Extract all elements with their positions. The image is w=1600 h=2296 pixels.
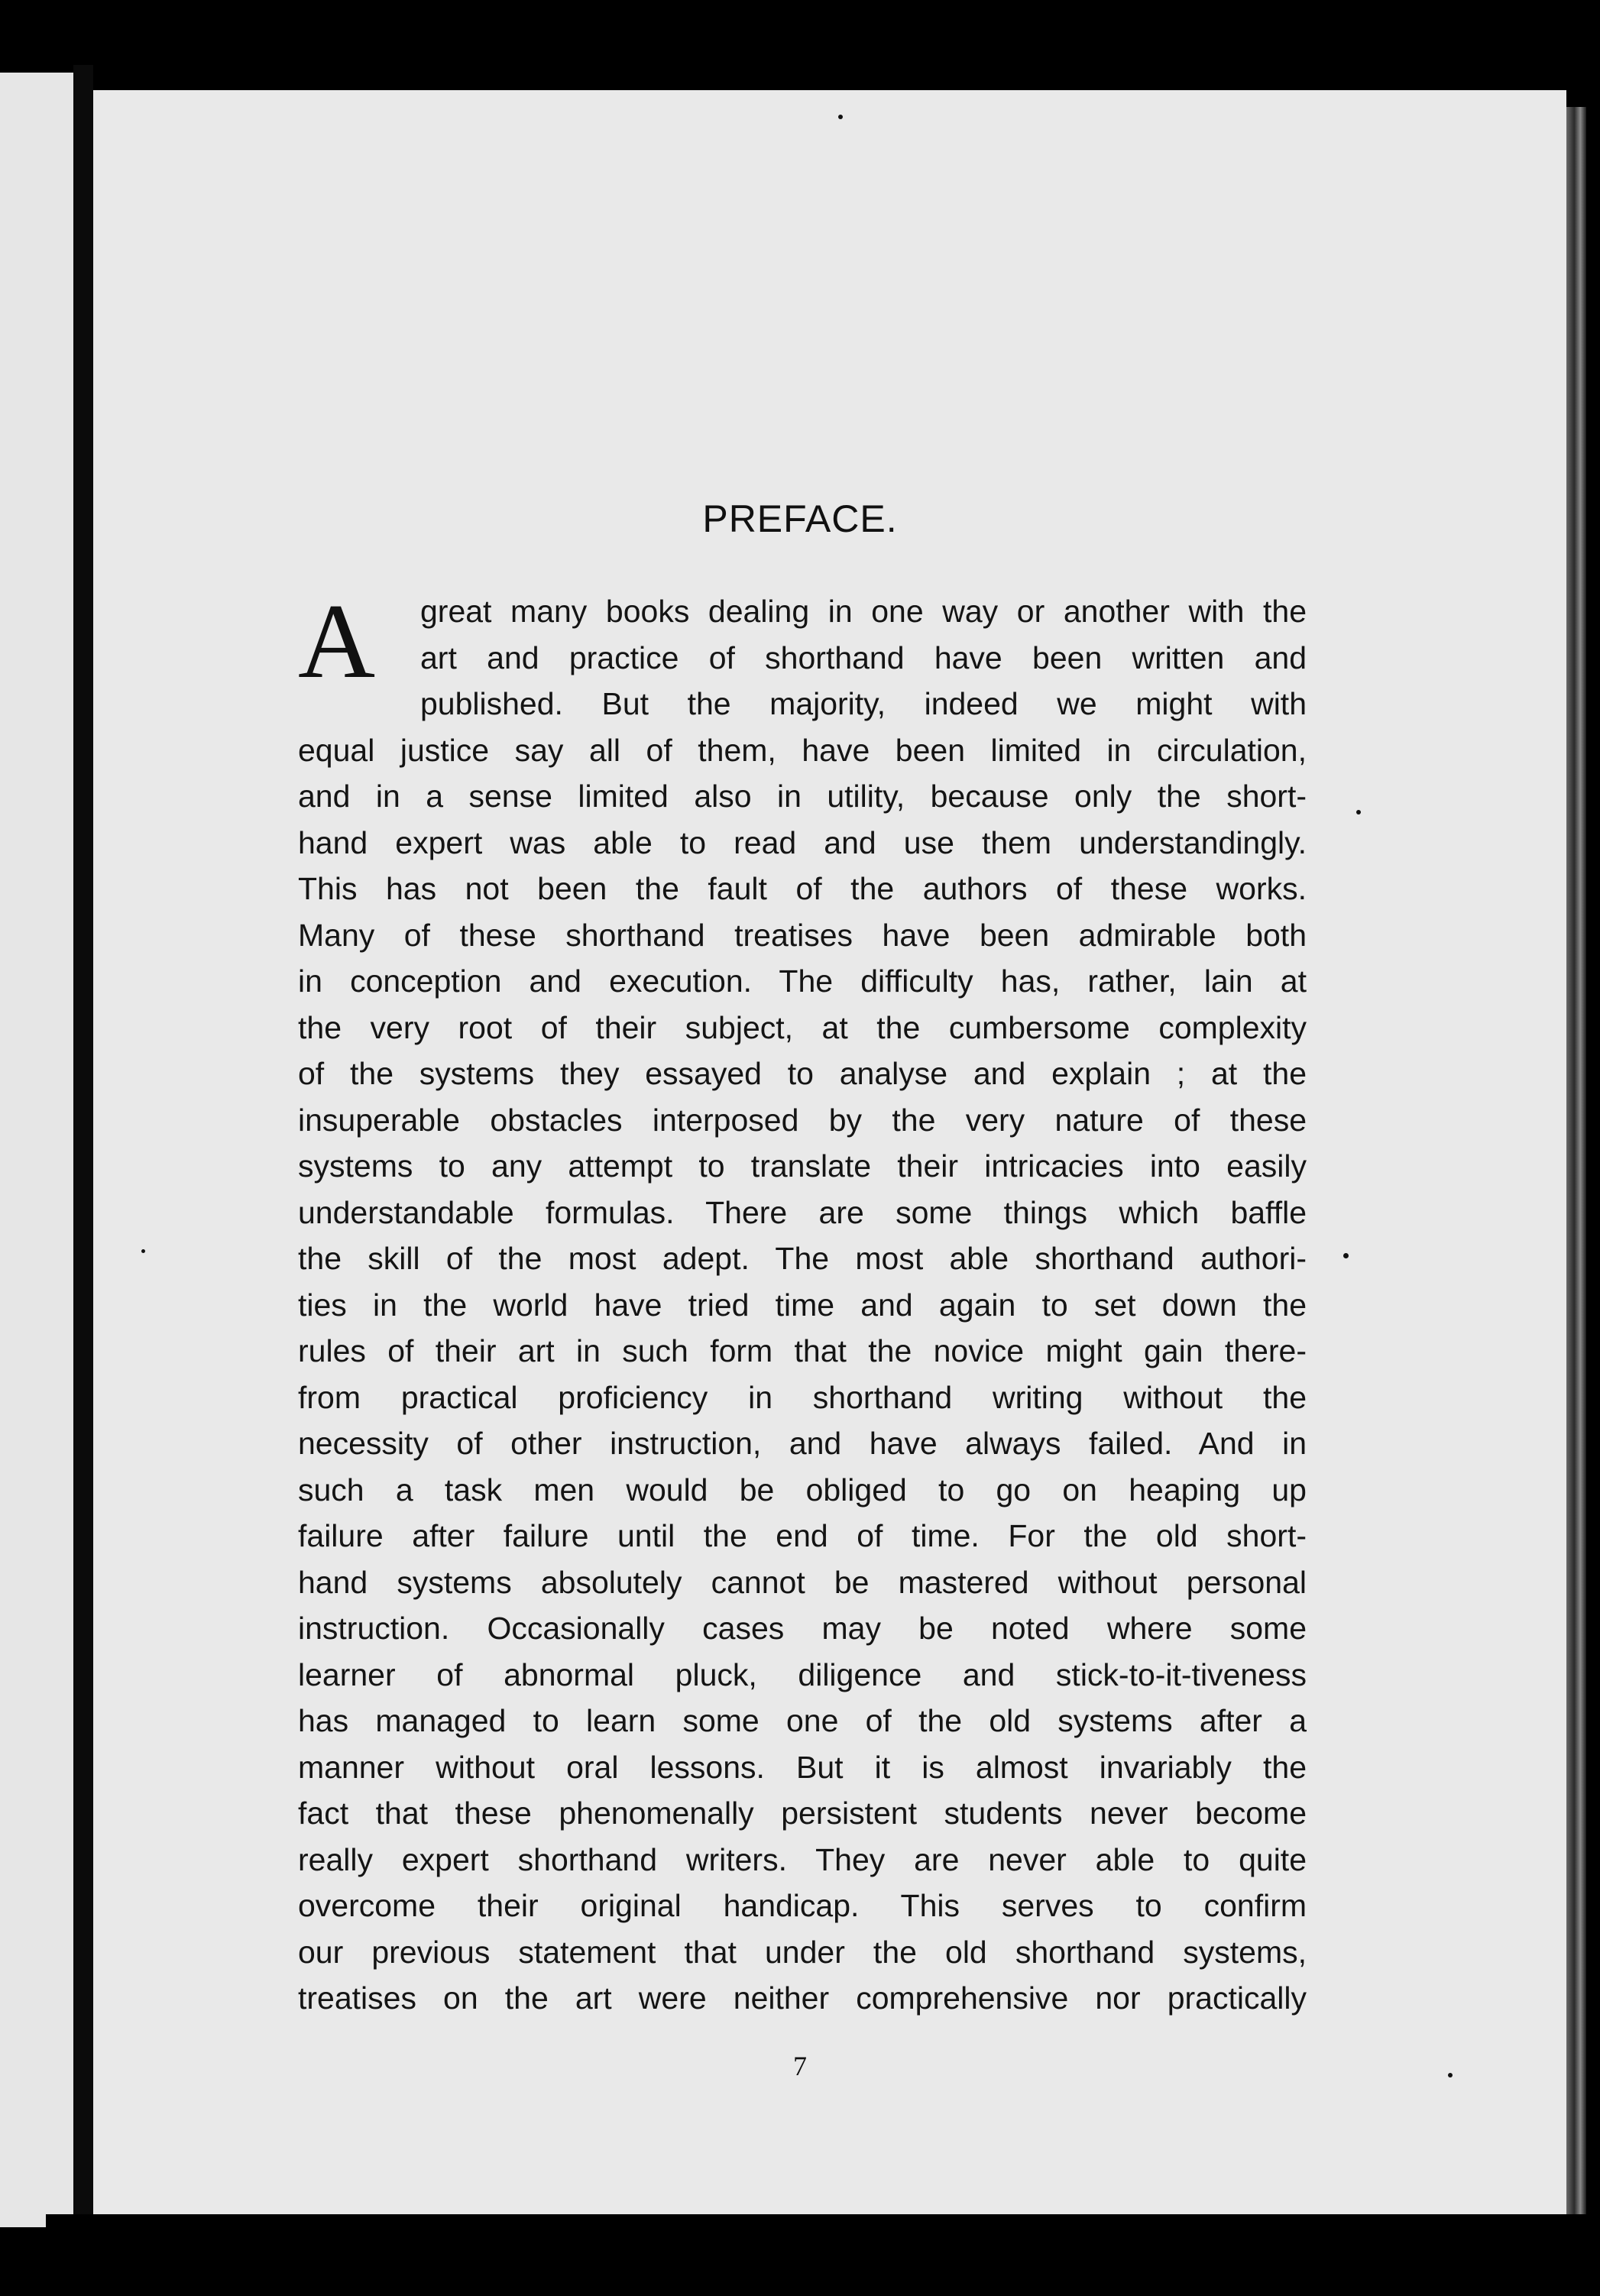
text-line: ties in the world have tried time and again to set down the [298,1287,1307,1323]
page-number: 7 [793,2051,807,2081]
text-line: hand systems absolutely cannot be mastered without personal [298,1564,1307,1600]
margin-dot [1356,810,1361,814]
text-line: failure after failure until the end of time. For the old short- [298,1518,1307,1553]
text-line: such a task men would be obliged to go on heaping up [298,1472,1307,1507]
text-line: has managed to learn some one of the old systems after a [298,1703,1307,1738]
page-title: PREFACE. [702,497,898,540]
text-line: understandable formulas. There are some things which baffle [298,1194,1307,1230]
text-line: instruction. Occasionally cases may be noted where some [298,1611,1307,1646]
text-line: art and practice of shorthand have been written and [420,640,1307,675]
drop-cap: A [298,582,376,701]
text-line: from practical proficiency in shorthand writing without the [298,1379,1307,1415]
text-line: manner without oral lessons. But it is almost invariably the [298,1749,1307,1785]
text-line: published. But the majority, indeed we might with [420,686,1307,721]
text-line: fact that these phenomenally persistent students never become [298,1796,1307,1831]
text-line: Many of these shorthand treatises have been admirable both [298,917,1307,953]
text-line: learner of abnormal pluck, diligence and stick-to-it-tiveness [298,1656,1307,1692]
text-line: necessity of other instruction, and have always failed. And in [298,1426,1307,1461]
text-line: really expert shorthand writers. They are never able to quite [298,1841,1307,1877]
margin-dot [1343,1253,1349,1258]
margin-dot [838,115,843,119]
text-line: insuperable obstacles interposed by the very nature of these [298,1102,1307,1138]
text-line: in conception and execution. The difficulty has, rather, lain at [298,963,1307,999]
bottom-border [46,2214,1600,2296]
preface-body [298,582,1307,2022]
left-page-edge [0,73,73,2227]
text-line: hand expert was able to read and use them understandingly. [298,824,1307,860]
text-line: equal justice say all of them, have been limited in circulation, [298,732,1307,768]
text-line: our previous statement that under the old shorthand systems, [298,1934,1307,1970]
text-line: This has not been the fault of the authors of these works. [298,871,1307,906]
text-line: systems to any attempt to translate their intricacies into easily [298,1148,1307,1184]
text-line: great many books dealing in one way or another with the [420,594,1307,629]
right-page-edge [1566,107,1586,2216]
text-line: the skill of the most adept. The most able shorthand authori- [298,1241,1307,1276]
text-line: rules of their art in such form that the novice might gain there- [298,1333,1307,1368]
text-line: treatises on the art were neither comprehensive nor practically [298,1980,1307,2016]
margin-dot [141,1249,145,1253]
text-line: the very root of their subject, at the cumbersome complexity [298,1009,1307,1045]
text-line: and in a sense limited also in utility, because only the short- [298,779,1307,814]
text-line: overcome their original handicap. This serves to confirm [298,1888,1307,1923]
binding-shadow [73,65,93,2235]
text-line: of the systems they essayed to analyse and explain ; at the [298,1056,1307,1091]
